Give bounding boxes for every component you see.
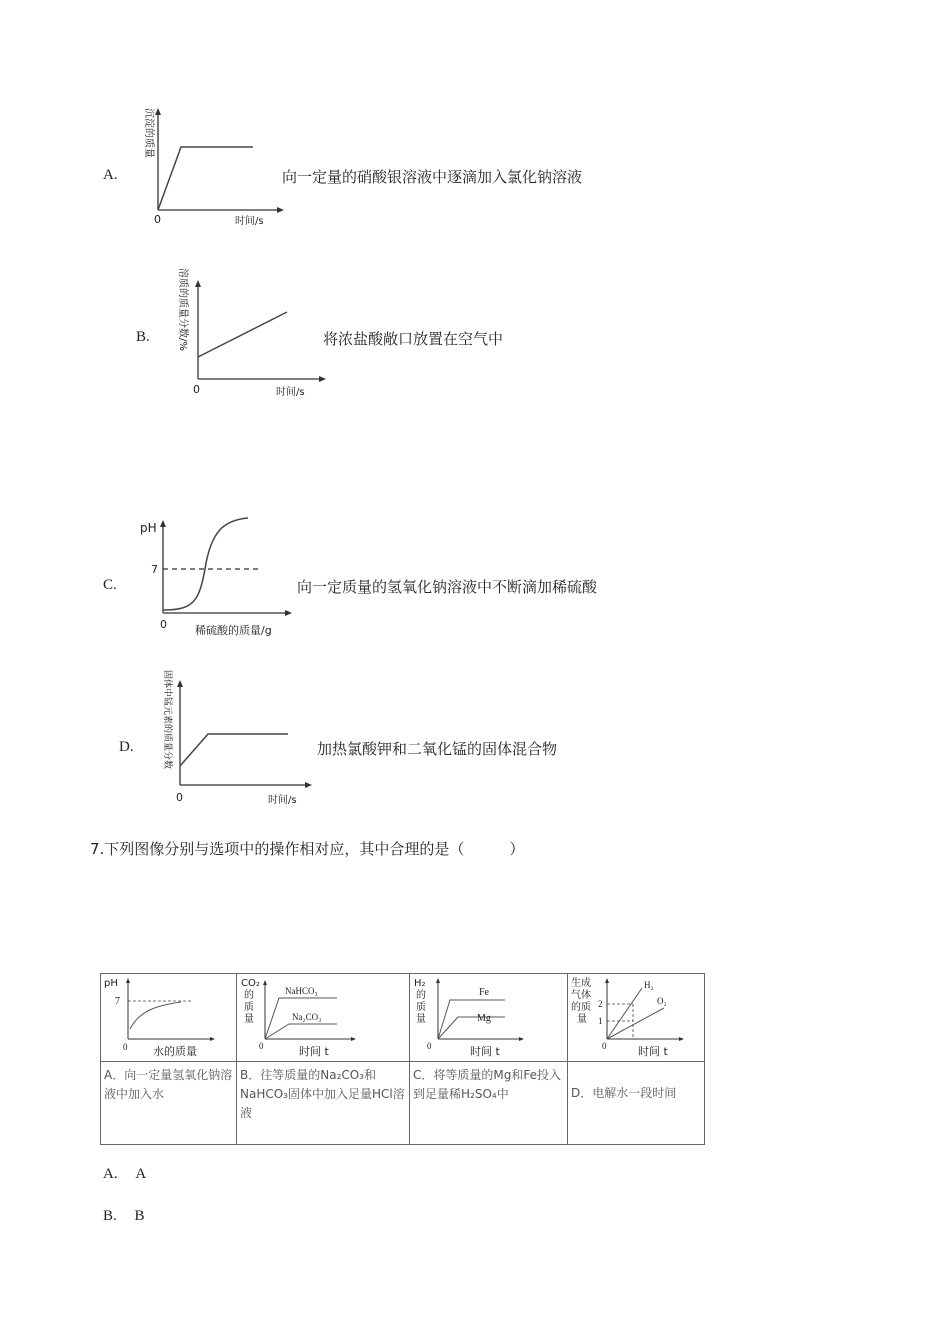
table-graph-a-cell bbox=[101, 974, 237, 1062]
svg-text:量: 量 bbox=[577, 1014, 587, 1025]
x-axis-label: 时间 t bbox=[299, 1045, 329, 1058]
y-axis-arrow bbox=[155, 108, 161, 115]
series-label-fe: Fe bbox=[479, 987, 489, 998]
origin-label: 0 bbox=[176, 791, 183, 804]
svg-text:质: 质 bbox=[244, 1002, 254, 1013]
choice-b-value: B bbox=[134, 1208, 145, 1224]
choice-a-letter: A. bbox=[103, 1166, 118, 1182]
table-graph-b bbox=[237, 974, 409, 1058]
tick-label-2: 2 bbox=[598, 999, 603, 1009]
choice-b[interactable] bbox=[103, 1208, 145, 1225]
choice-b-letter: B. bbox=[103, 1208, 117, 1224]
x-axis-arrow bbox=[305, 782, 312, 788]
graph-c bbox=[133, 510, 303, 642]
origin-label: 0 bbox=[427, 1041, 432, 1051]
x-axis-label: 稀硫酸的质量/g bbox=[195, 624, 272, 637]
option-d-label: D. bbox=[119, 739, 134, 755]
table-caption-d: D．电解水一段时间 bbox=[568, 1062, 705, 1145]
y-axis-arrow bbox=[436, 978, 440, 983]
y-axis-label bbox=[241, 978, 260, 1025]
x-axis-arrow bbox=[277, 207, 284, 213]
y-axis-label: pH bbox=[104, 978, 118, 989]
svg-text:的: 的 bbox=[244, 990, 254, 1001]
series-label-h2: H₂ bbox=[644, 980, 654, 990]
y-axis-label bbox=[414, 978, 426, 1025]
origin-label: 0 bbox=[160, 618, 167, 631]
option-c-text: 向一定质量的氢氧化钠溶液中不断滴加稀硫酸 bbox=[297, 578, 598, 596]
option-b-label: B. bbox=[136, 329, 150, 345]
svg-text:质: 质 bbox=[416, 1002, 426, 1013]
ph7-tick-label: 7 bbox=[115, 996, 120, 1007]
x-axis-arrow bbox=[210, 1037, 215, 1041]
series-line-o2 bbox=[607, 1008, 664, 1039]
svg-text:CO₂: CO₂ bbox=[241, 978, 260, 989]
table-graph-c bbox=[410, 974, 567, 1058]
x-axis-arrow bbox=[285, 610, 292, 616]
graph-b-ylabel bbox=[177, 268, 190, 351]
question-7-text: 7.下列图像分别与选项中的操作相对应，其中合理的是（ ） bbox=[90, 840, 525, 858]
curve bbox=[158, 147, 253, 210]
origin-label: 0 bbox=[123, 1042, 128, 1052]
svg-text:H₂: H₂ bbox=[414, 978, 426, 989]
x-axis-arrow bbox=[679, 1037, 684, 1041]
x-axis-arrow bbox=[351, 1037, 356, 1041]
table-graph-c-cell bbox=[410, 974, 568, 1062]
graph-d-ylabel bbox=[162, 670, 174, 769]
y-axis-arrow bbox=[605, 978, 609, 983]
x-axis-label: 时间/s bbox=[235, 216, 264, 227]
series-label-na2co3: Na₂CO₃ bbox=[292, 1012, 322, 1022]
series-label-mg: Mg bbox=[477, 1013, 491, 1024]
y-axis-label bbox=[571, 976, 591, 1025]
origin-label: 0 bbox=[259, 1041, 264, 1051]
origin-label: 0 bbox=[193, 383, 200, 396]
origin-label: 0 bbox=[154, 213, 161, 226]
y-axis-arrow bbox=[263, 980, 267, 985]
y-axis-arrow bbox=[177, 680, 183, 687]
caption-row bbox=[101, 1062, 705, 1145]
x-axis-label: 时间/s bbox=[268, 795, 297, 806]
y-axis-arrow bbox=[160, 520, 166, 527]
curve bbox=[163, 518, 248, 610]
table-graph-a bbox=[101, 974, 236, 1058]
svg-text:量: 量 bbox=[416, 1014, 426, 1025]
x-axis-arrow bbox=[319, 376, 326, 382]
series-label-nahco3: NaHCO₃ bbox=[285, 986, 318, 996]
curve bbox=[180, 734, 288, 766]
table-caption-a: A．向一定量氢氧化钠溶液中加入水 bbox=[101, 1062, 237, 1145]
question-7-table bbox=[100, 973, 705, 1145]
y-axis-label: pH bbox=[140, 521, 157, 535]
option-c-label: C. bbox=[103, 577, 117, 593]
origin-label: 0 bbox=[602, 1041, 607, 1051]
svg-text:溶质的质量分数/%: 溶质的质量分数/% bbox=[177, 268, 188, 351]
x-axis-label: 时间 t bbox=[470, 1045, 500, 1058]
series-line-h2 bbox=[607, 988, 642, 1039]
curve bbox=[198, 312, 287, 357]
table-graph-b-cell bbox=[237, 974, 410, 1062]
curve bbox=[130, 1002, 181, 1029]
series-label-o2: O₂ bbox=[657, 996, 667, 1006]
svg-text:生成: 生成 bbox=[571, 978, 591, 989]
x-axis-label: 水的质量 bbox=[153, 1045, 197, 1058]
option-a-label: A. bbox=[103, 167, 118, 183]
option-d-text: 加热氯酸钾和二氧化锰的固体混合物 bbox=[317, 740, 558, 758]
option-b-text: 将浓盐酸敞口放置在空气中 bbox=[323, 330, 504, 348]
svg-text:沉淀的质量: 沉淀的质量 bbox=[143, 108, 154, 158]
graph-a-ylabel bbox=[143, 108, 156, 158]
table-caption-b: B．往等质量的Na₂CO₃和NaHCO₃固体中加入足量HCl溶液 bbox=[237, 1062, 410, 1145]
svg-text:的质: 的质 bbox=[571, 1002, 591, 1013]
svg-text:量: 量 bbox=[244, 1014, 254, 1025]
choice-a-value: A bbox=[135, 1166, 147, 1182]
table-graph-d-cell bbox=[568, 974, 705, 1062]
series-line-mg bbox=[438, 1017, 505, 1039]
x-axis-label: 时间 t bbox=[638, 1045, 668, 1058]
x-axis-arrow bbox=[519, 1037, 524, 1041]
table-graph-d bbox=[568, 974, 704, 1058]
svg-text:固体中锰元素的质量分数: 固体中锰元素的质量分数 bbox=[162, 670, 172, 770]
option-a-text: 向一定量的硝酸银溶液中逐滴加入氯化钠溶液 bbox=[282, 168, 583, 186]
choice-a[interactable] bbox=[103, 1166, 146, 1183]
tick-label-1: 1 bbox=[598, 1016, 603, 1026]
graph-b bbox=[172, 262, 332, 402]
y-axis-arrow bbox=[195, 280, 201, 287]
svg-text:气体: 气体 bbox=[571, 990, 591, 1001]
ph7-tick-label: 7 bbox=[151, 563, 158, 576]
graph-row bbox=[101, 974, 705, 1062]
y-axis-arrow bbox=[126, 978, 130, 983]
series-line-fe bbox=[438, 1000, 505, 1039]
svg-text:的: 的 bbox=[416, 990, 426, 1001]
table-caption-c: C．将等质量的Mg和Fe投入到足量稀H₂SO₄中 bbox=[410, 1062, 568, 1145]
x-axis-label: 时间/s bbox=[276, 387, 305, 398]
series-line-na2co3 bbox=[265, 1024, 337, 1039]
graph-a bbox=[135, 100, 285, 230]
graph-d bbox=[158, 664, 318, 809]
